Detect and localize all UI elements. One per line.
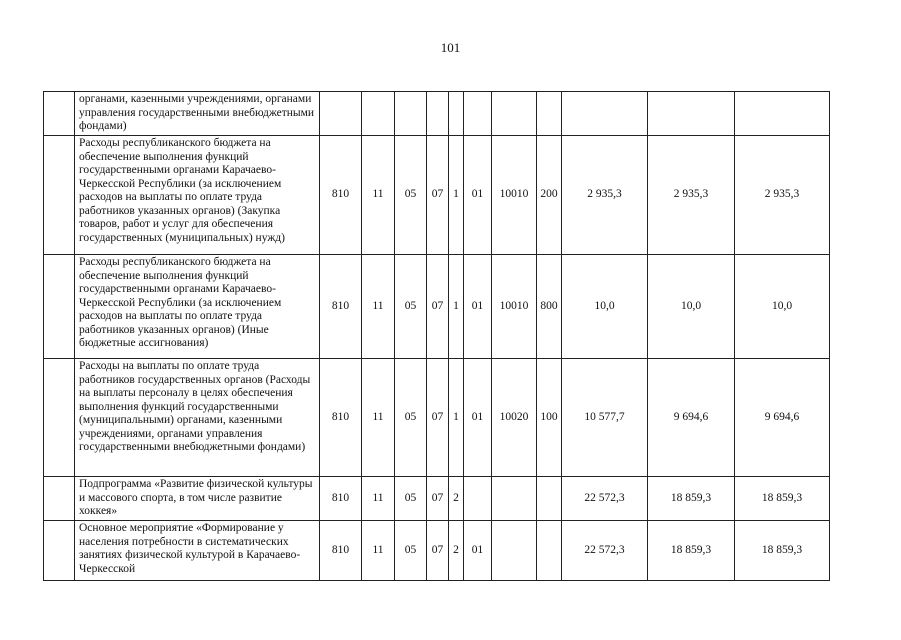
main-event-code-cell: [464, 92, 492, 136]
section-code-cell: [362, 92, 395, 136]
amount-year1-cell: 22 572,3: [562, 477, 648, 521]
subprogram-code-cell: 2: [449, 521, 464, 581]
expense-type-code-cell: 100: [537, 359, 562, 477]
amount-year2-cell: 9 694,6: [648, 359, 735, 477]
main-event-code-cell: 01: [464, 255, 492, 359]
subsection-code-cell: 05: [395, 477, 427, 521]
amount-year2-cell: 10,0: [648, 255, 735, 359]
table-row: [44, 92, 830, 136]
program-code-cell: 07: [427, 477, 449, 521]
expense-name-cell: органами, казенными учреждениями, органами управления государственными внебюджетными фондами): [75, 92, 320, 136]
page-number: 101: [440, 40, 461, 55]
program-code-cell: 07: [427, 359, 449, 477]
expense-type-code-cell: 200: [537, 136, 562, 255]
expense-name-cell: Расходы республиканского бюджета на обеспечение выполнения функций государственными органами Карачаево-Черкесской Республики (за исключением расходов на выплаты по оплате труда работников указанных органов) (Иные бюджетные ассигнования): [75, 255, 320, 359]
subsection-code-cell: 05: [395, 255, 427, 359]
row-number-cell: [44, 477, 75, 521]
amount-year2-cell: 18 859,3: [648, 477, 735, 521]
table-row: [44, 255, 830, 359]
amount-year3-cell: 2 935,3: [735, 136, 830, 255]
amount-year3-cell: 9 694,6: [735, 359, 830, 477]
subprogram-code-cell: 2: [449, 477, 464, 521]
section-code-cell: 11: [362, 477, 395, 521]
expense-type-code-cell: [537, 521, 562, 581]
amount-year3-cell: 18 859,3: [735, 521, 830, 581]
section-code-cell: 11: [362, 136, 395, 255]
gov-code-cell: 810: [320, 521, 362, 581]
table-row: [44, 359, 830, 477]
subsection-code-cell: 05: [395, 521, 427, 581]
amount-year1-cell: 10 577,7: [562, 359, 648, 477]
row-number-cell: [44, 521, 75, 581]
budget-table: [43, 91, 830, 581]
expense-name-cell: Основное мероприятие «Формирование у населения потребности в систематических занятиях физической культурой в Карачаево-Черкесской: [75, 521, 320, 581]
direction-code-cell: 10010: [492, 136, 537, 255]
subprogram-code-cell: [449, 92, 464, 136]
program-code-cell: 07: [427, 255, 449, 359]
amount-year2-cell: [648, 92, 735, 136]
program-code-cell: 07: [427, 136, 449, 255]
subprogram-code-cell: 1: [449, 359, 464, 477]
section-code-cell: 11: [362, 359, 395, 477]
direction-code-cell: [492, 92, 537, 136]
expense-name-cell: Расходы на выплаты по оплате труда работников государственных органов (Расходы на выплаты персоналу в целях обеспечения выполнения функций государственными (муниципальными) органами, казенными учреждениями, органами управления государственными внебюджетными фондами): [75, 359, 320, 477]
main-event-code-cell: 01: [464, 521, 492, 581]
program-code-cell: 07: [427, 521, 449, 581]
subsection-code-cell: 05: [395, 359, 427, 477]
subprogram-code-cell: 1: [449, 255, 464, 359]
gov-code-cell: 810: [320, 477, 362, 521]
amount-year1-cell: 2 935,3: [562, 136, 648, 255]
amount-year3-cell: 10,0: [735, 255, 830, 359]
amount-year1-cell: 10,0: [562, 255, 648, 359]
row-number-cell: [44, 255, 75, 359]
table-row: [44, 477, 830, 521]
main-event-code-cell: 01: [464, 136, 492, 255]
expense-type-code-cell: [537, 92, 562, 136]
amount-year2-cell: 2 935,3: [648, 136, 735, 255]
section-code-cell: 11: [362, 255, 395, 359]
gov-code-cell: 810: [320, 255, 362, 359]
direction-code-cell: [492, 477, 537, 521]
amount-year1-cell: 22 572,3: [562, 521, 648, 581]
amount-year3-cell: 18 859,3: [735, 477, 830, 521]
direction-code-cell: 10010: [492, 255, 537, 359]
amount-year3-cell: [735, 92, 830, 136]
row-number-cell: [44, 136, 75, 255]
amount-year1-cell: [562, 92, 648, 136]
program-code-cell: [427, 92, 449, 136]
gov-code-cell: 810: [320, 359, 362, 477]
row-number-cell: [44, 92, 75, 136]
gov-code-cell: 810: [320, 136, 362, 255]
subprogram-code-cell: 1: [449, 136, 464, 255]
expense-name-cell: Расходы республиканского бюджета на обеспечение выполнения функций государственными органами Карачаево-Черкесской Республики (за исключением расходов на выплаты по оплате труда работников указанных органов) (Закупка товаров, работ и услуг для обеспечения государственных (муниципальных) нужд): [75, 136, 320, 255]
section-code-cell: 11: [362, 521, 395, 581]
subsection-code-cell: [395, 92, 427, 136]
row-number-cell: [44, 359, 75, 477]
expense-name-cell: Подпрограмма «Развитие физической культуры и массового спорта, в том числе развитие хоккея»: [75, 477, 320, 521]
table-row: [44, 521, 830, 581]
subsection-code-cell: 05: [395, 136, 427, 255]
expense-type-code-cell: 800: [537, 255, 562, 359]
expense-type-code-cell: [537, 477, 562, 521]
main-event-code-cell: 01: [464, 359, 492, 477]
gov-code-cell: [320, 92, 362, 136]
amount-year2-cell: 18 859,3: [648, 521, 735, 581]
main-event-code-cell: [464, 477, 492, 521]
table-row: [44, 136, 830, 255]
direction-code-cell: 10020: [492, 359, 537, 477]
direction-code-cell: [492, 521, 537, 581]
